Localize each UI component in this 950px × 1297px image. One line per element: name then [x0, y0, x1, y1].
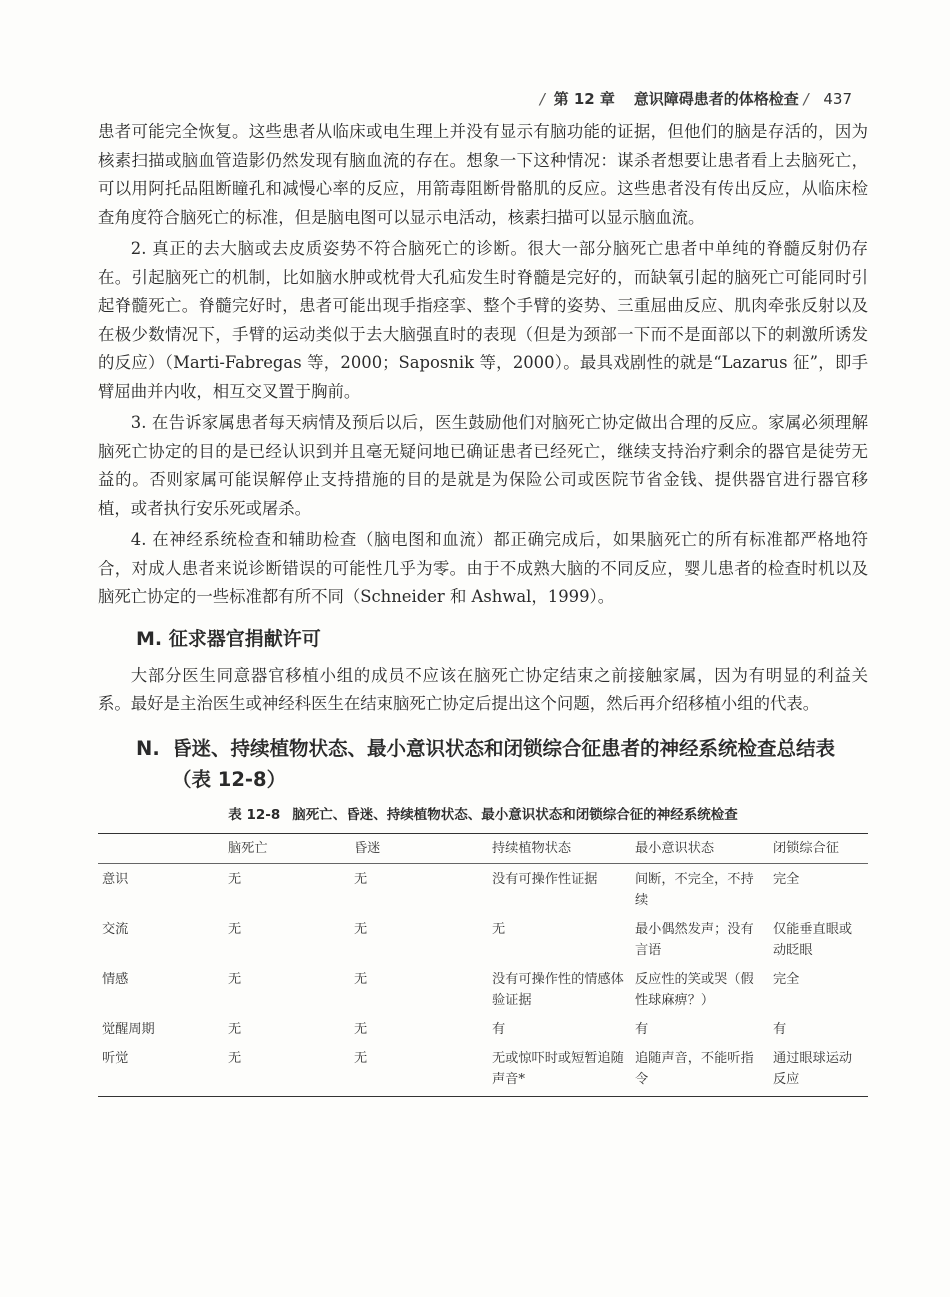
table-cell: 无或惊吓时或短暂追随声音* — [488, 1043, 631, 1097]
table-cell: 完全 — [773, 971, 800, 987]
table-header-cell: 持续植物状态 — [488, 833, 631, 863]
table-caption-text: 脑死亡、昏迷、持续植物状态、最小意识状态和闭锁综合征的神经系统检查 — [292, 806, 738, 823]
running-header — [540, 88, 852, 109]
table-cell: 反应性的笑或哭（假性球麻痹？） — [635, 971, 754, 1008]
table-caption-number: 表 12-8 — [228, 806, 281, 823]
table-cell: 听觉 — [98, 1043, 224, 1097]
table-cell: 无 — [354, 921, 368, 937]
header-slash-right: / — [803, 90, 809, 108]
table-cell: 觉醒周期 — [102, 1021, 155, 1037]
page-number: 437 — [823, 90, 852, 108]
paragraph-item-2: 2. 真正的去大脑或去皮质姿势不符合脑死亡的诊断。很大一部分脑死亡患者中单纯的脊髓反射仍存在。引起脑死亡的机制，比如脑水肿或枕骨大孔疝发生时脊髓是完好的，而缺氧引起的脑死亡可能同时引起脊髓死亡。脊髓完好时，患者可能出现手指痉挛、整个手臂的姿势、三重屈曲反应、肌肉牵张反射以及在极少数情况下，手臂的运动类似于去大脑强直时的表现（但是为颈部一下而不是面部以下的刺激所诱发的反应）（Marti-Fabregas 等，2000；Saposnik 等，2000）。最具戏剧性的就是“Lazarus 征”，即手臂屈曲并内收，相互交叉置于胸前。 — [98, 239, 868, 401]
table-cell: 无 — [228, 871, 242, 887]
table-header-cell: 闭锁综合征 — [769, 833, 868, 863]
chapter-number: 第 12 章 — [553, 90, 615, 108]
table-cell: 无 — [228, 921, 242, 937]
chapter-title: 意识障碍患者的体格检查 — [633, 90, 799, 108]
paragraph-item-3: 3. 在告诉家属患者每天病情及预后以后，医生鼓励他们对脑死亡协定做出合理的反应。家属必须理解脑死亡协定的目的是已经认识到并且毫无疑问地已确证患者已经死亡，继续支持治疗剩余的器官是徒劳无益的。否则家属可能误解停止支持措施的目的是就是为保险公司或医院节省金钱、提供器官进行器官移植，或者执行安乐死或屠杀。 — [98, 413, 868, 518]
table-caption — [98, 805, 868, 825]
table-cell: 无 — [354, 871, 368, 887]
table-cell: 无 — [354, 1021, 368, 1037]
table-cell: 有 — [773, 1021, 787, 1037]
table-cell: 没有可操作性证据 — [492, 871, 598, 887]
table-row — [98, 1014, 868, 1043]
table-cell: 最小偶然发声；没有言语 — [635, 921, 754, 958]
table-cell: 无 — [354, 971, 368, 987]
table-cell: 无 — [350, 1043, 488, 1097]
section-heading-m: M. 征求器官捐献许可 — [136, 627, 321, 650]
neuro-exam-table — [98, 833, 868, 1097]
table-cell: 有 — [492, 1021, 506, 1037]
table-cell: 没有可操作性的情感体验证据 — [492, 971, 624, 1008]
table-cell: 交流 — [102, 921, 129, 937]
table-header-cell: 最小意识状态 — [631, 833, 769, 863]
table-row — [98, 1043, 868, 1097]
table-cell: 无 — [224, 1043, 350, 1097]
header-slash-left: / — [539, 90, 545, 108]
table-cell: 间断，不完全，不持续 — [635, 871, 754, 908]
page-body — [98, 118, 868, 1097]
section-heading-n-text: 昏迷、持续植物状态、最小意识状态和闭锁综合征患者的神经系统检查总结表（表 12-8） — [172, 736, 836, 791]
paragraph-organ-donation: 大部分医生同意器官移植小组的成员不应该在脑死亡协定结束之前接触家属，因为有明显的利益关系。最好是主治医生或神经科医生在结束脑死亡协定后提出这个问题，然后再介绍移植小组的代表。 — [98, 665, 868, 713]
table-cell: 通过眼球运动反应 — [769, 1043, 868, 1097]
table-cell: 无 — [228, 1021, 242, 1037]
table-cell: 追随声音，不能听指令 — [631, 1043, 769, 1097]
table-header-row — [98, 833, 868, 863]
table-header-cell: 脑死亡 — [224, 833, 350, 863]
table-row — [98, 863, 868, 914]
paragraph-continued: 患者可能完全恢复。这些患者从临床或电生理上并没有显示有脑功能的证据，但他们的脑是存活的，因为核素扫描或脑血管造影仍然发现有脑血流的存在。想象一下这种情况：谋杀者想要让患者看上去脑死亡，可以用阿托品阻断瞳孔和减慢心率的反应，用箭毒阻断骨骼肌的反应。这些患者没有传出反应，从临床检查角度符合脑死亡的标准，但是脑电图可以显示电活动，核素扫描可以显示脑血流。 — [98, 122, 868, 227]
section-heading-n — [136, 733, 868, 795]
table-cell: 有 — [635, 1021, 649, 1037]
table-cell: 无 — [492, 921, 506, 937]
table-cell: 无 — [228, 971, 242, 987]
table-header-cell — [98, 833, 224, 863]
table-row — [98, 914, 868, 964]
table-cell: 意识 — [102, 871, 129, 887]
table-row — [98, 964, 868, 1014]
section-heading-n-label: N. — [136, 736, 160, 760]
table-cell: 完全 — [773, 871, 800, 887]
table-cell: 情感 — [102, 971, 129, 987]
table-header-cell: 昏迷 — [350, 833, 488, 863]
paragraph-item-4: 4. 在神经系统检查和辅助检查（脑电图和血流）都正确完成后，如果脑死亡的所有标准都严格地符合，对成人患者来说诊断错误的可能性几乎为零。由于不成熟大脑的不同反应，婴儿患者的检查时机以及脑死亡协定的一些标准都有所不同（Schneider 和 Ashwal，1999）。 — [98, 530, 868, 606]
table-cell: 仅能垂直眼或动眨眼 — [773, 921, 853, 958]
